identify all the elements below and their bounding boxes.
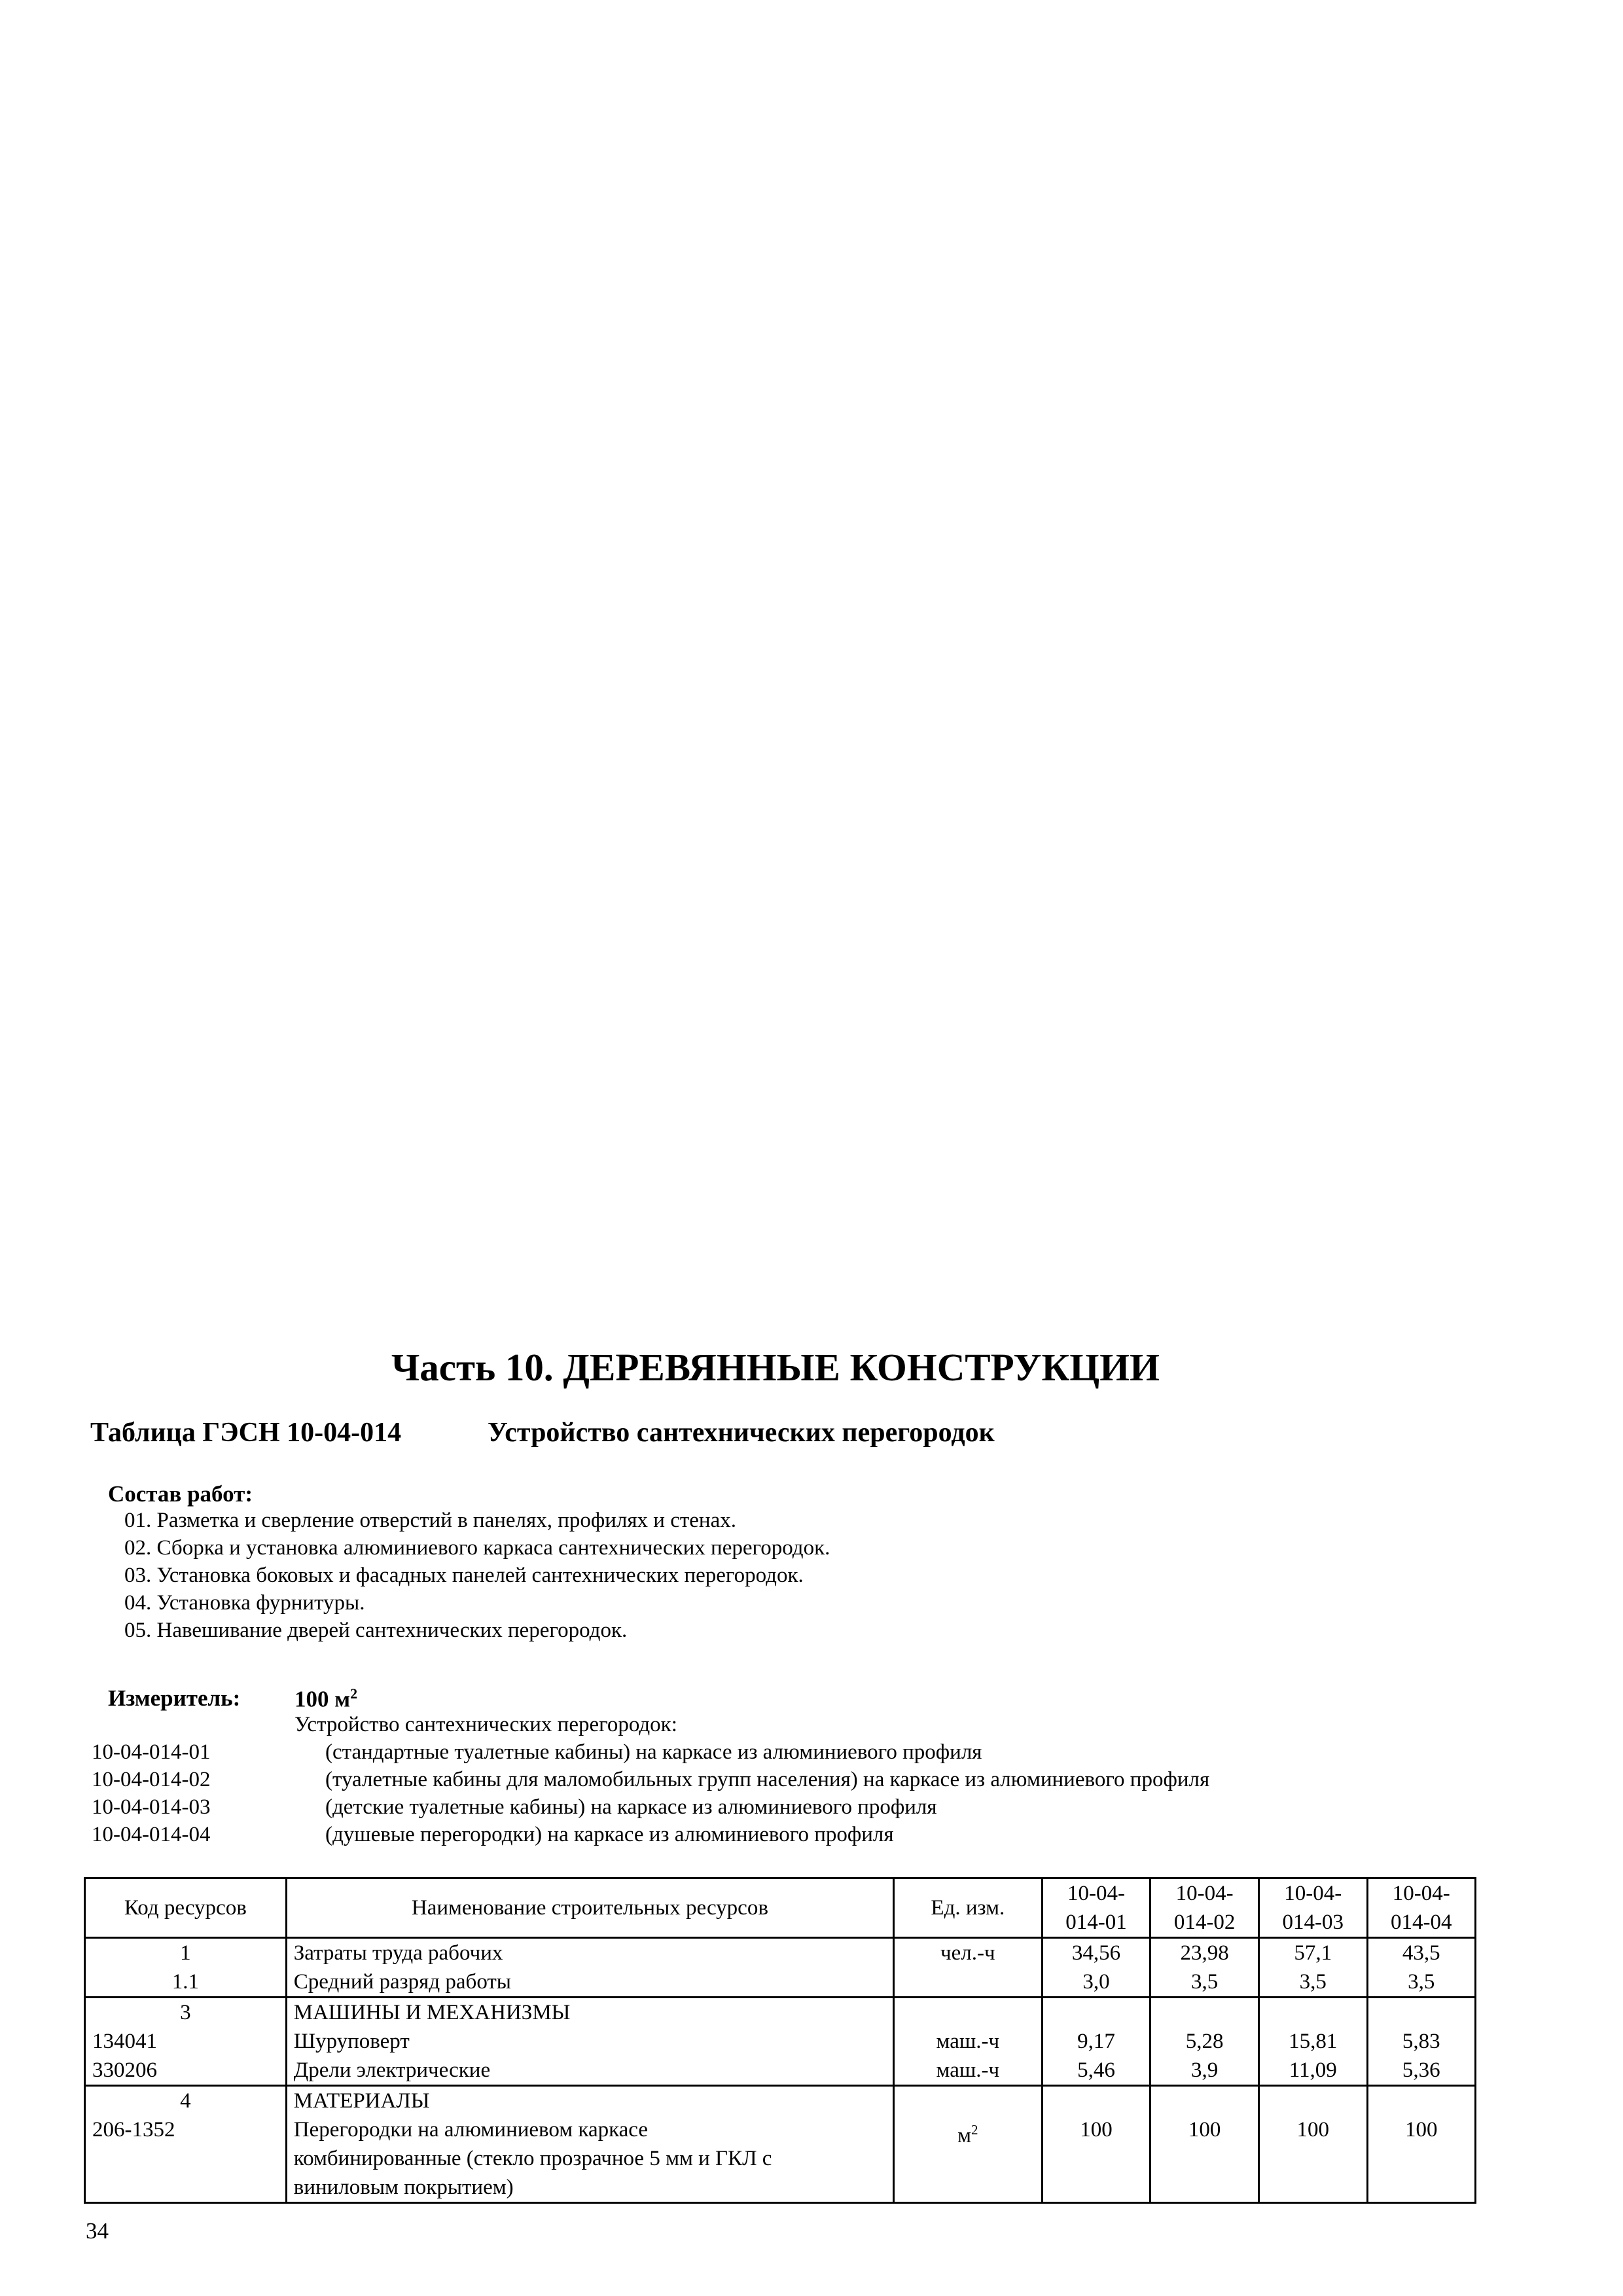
norm-code: 10-04-014-02 xyxy=(92,1768,211,1791)
cell-value xyxy=(1150,2086,1259,2116)
table-label: Таблица ГЭСН 10-04-014 xyxy=(90,1418,402,1448)
cell-code: 3 xyxy=(85,1998,287,2028)
cell-value: 100 xyxy=(1042,2115,1150,2203)
cell-value: 3,9 xyxy=(1150,2056,1259,2086)
cell-value: 57,1 xyxy=(1258,1938,1367,1968)
cell-name-line: виниловым покрытием) xyxy=(293,2176,514,2199)
cell-value: 3,0 xyxy=(1042,1967,1150,1998)
cell-code: 330206 xyxy=(85,2056,287,2086)
cell-code: 4 xyxy=(85,2086,287,2116)
cell-value xyxy=(1042,2086,1150,2116)
section-title: МАТЕРИАЛЫ xyxy=(286,2086,893,2116)
work-step: 03. Установка боковых и фасадных панелей сантехнических перегородок. xyxy=(124,1564,804,1587)
meter-label: Измеритель: xyxy=(108,1685,241,1711)
cell-name: Шуруповерт xyxy=(286,2027,893,2056)
cell-unit: чел.-ч xyxy=(894,1938,1043,1968)
page-number: 34 xyxy=(86,2218,109,2244)
cell-unit xyxy=(894,2115,1043,2203)
cell-name-line: Перегородки на алюминиевом каркасе xyxy=(293,2118,648,2142)
cell-value xyxy=(1150,1998,1259,2028)
header-norm-line: 10-04- xyxy=(1175,1882,1234,1905)
table-row xyxy=(85,1938,1476,1968)
cell-unit: маш.-ч xyxy=(894,2027,1043,2056)
work-step: 01. Разметка и сверление отверстий в панелях, профилях и стенах. xyxy=(124,1509,736,1532)
cell-value: 100 xyxy=(1150,2115,1259,2203)
header-norm-line: 10-04- xyxy=(1067,1882,1125,1905)
header-norm-line: 014-04 xyxy=(1391,1910,1452,1934)
meter-value-sup: 2 xyxy=(350,1685,358,1702)
norm-description: (душевые перегородки) на каркасе из алюминиевого профиля xyxy=(325,1823,894,1846)
norm-description: (туалетные кабины для маломобильных групп населения) на каркасе из алюминиевого профиля xyxy=(325,1768,1210,1791)
header-norm-line: 10-04- xyxy=(1284,1882,1342,1905)
norm-code: 10-04-014-01 xyxy=(92,1740,211,1764)
cell-value: 5,36 xyxy=(1367,2056,1475,2086)
cell-value xyxy=(1367,1998,1475,2028)
norm-description: (стандартные туалетные кабины) на каркасе из алюминиевого профиля xyxy=(325,1740,982,1764)
cell-name xyxy=(286,2115,893,2203)
norm-code: 10-04-014-04 xyxy=(92,1823,211,1846)
cell-code: 1.1 xyxy=(85,1967,287,1998)
table-section-row xyxy=(85,1998,1476,2028)
cell-value: 3,5 xyxy=(1367,1967,1475,1998)
cell-unit-sup: 2 xyxy=(971,2122,978,2138)
cell-value: 5,46 xyxy=(1042,2056,1150,2086)
meter-value-text: 100 м xyxy=(294,1686,351,1712)
header-norm-line: 10-04- xyxy=(1392,1882,1450,1905)
header-norm-col xyxy=(1042,1878,1150,1938)
table-title: Устройство сантехнических перегородок xyxy=(488,1418,995,1448)
cell-unit xyxy=(894,2086,1043,2116)
header-unit: Ед. изм. xyxy=(894,1878,1043,1938)
cell-value: 5,83 xyxy=(1367,2027,1475,2056)
cell-name-line: комбинированные (стекло прозрачное 5 мм и ГКЛ с xyxy=(293,2147,772,2170)
cell-code: 1 xyxy=(85,1938,287,1968)
cell-value: 15,81 xyxy=(1258,2027,1367,2056)
norm-description: (детские туалетные кабины) на каркасе из алюминиевого профиля xyxy=(325,1795,937,1819)
meter-value xyxy=(294,1685,357,1713)
table-section-row xyxy=(85,2086,1476,2116)
cell-unit: маш.-ч xyxy=(894,2056,1043,2086)
work-composition-heading: Состав работ: xyxy=(108,1481,253,1507)
cell-value xyxy=(1258,2086,1367,2116)
header-norm-col xyxy=(1367,1878,1475,1938)
resource-table xyxy=(84,1877,1476,2204)
page-title: Часть 10. ДЕРЕВЯННЫЕ КОНСТРУКЦИИ xyxy=(391,1346,1160,1389)
table-row xyxy=(85,1967,1476,1998)
table-row xyxy=(85,2027,1476,2056)
header-norm-col xyxy=(1258,1878,1367,1938)
cell-value: 100 xyxy=(1258,2115,1367,2203)
cell-value: 3,5 xyxy=(1258,1967,1367,1998)
cell-unit-text: м xyxy=(957,2124,972,2147)
cell-code: 134041 xyxy=(85,2027,287,2056)
cell-value: 43,5 xyxy=(1367,1938,1475,1968)
cell-name: Средний разряд работы xyxy=(286,1967,893,1998)
cell-name: Дрели электрические xyxy=(286,2056,893,2086)
cell-value: 5,28 xyxy=(1150,2027,1259,2056)
cell-value: 3,5 xyxy=(1150,1967,1259,1998)
norm-code: 10-04-014-03 xyxy=(92,1795,211,1819)
cell-value xyxy=(1042,1998,1150,2028)
header-norm-line: 014-02 xyxy=(1173,1910,1236,1934)
header-name: Наименование строительных ресурсов xyxy=(286,1878,893,1938)
work-step: 05. Навешивание дверей сантехнических перегородок. xyxy=(124,1619,628,1642)
cell-value xyxy=(1258,1998,1367,2028)
table-row xyxy=(85,2056,1476,2086)
header-norm-col xyxy=(1150,1878,1259,1938)
section-title: МАШИНЫ И МЕХАНИЗМЫ xyxy=(286,1998,893,2028)
work-step: 04. Установка фурнитуры. xyxy=(124,1591,365,1615)
cell-unit xyxy=(894,1967,1043,1998)
header-code: Код ресурсов xyxy=(85,1878,287,1938)
cell-unit xyxy=(894,1998,1043,2028)
table-header-row xyxy=(85,1878,1476,1938)
cell-code: 206-1352 xyxy=(85,2115,287,2203)
cell-value: 100 xyxy=(1367,2115,1475,2203)
norm-heading: Устройство сантехнических перегородок: xyxy=(294,1713,677,1736)
work-step: 02. Сборка и установка алюминиевого каркаса сантехнических перегородок. xyxy=(124,1536,830,1560)
cell-value xyxy=(1367,2086,1475,2116)
cell-name: Затраты труда рабочих xyxy=(286,1938,893,1968)
cell-value: 11,09 xyxy=(1258,2056,1367,2086)
header-norm-line: 014-01 xyxy=(1065,1910,1127,1934)
cell-value: 34,56 xyxy=(1042,1938,1150,1968)
table-row xyxy=(85,2115,1476,2203)
cell-value: 9,17 xyxy=(1042,2027,1150,2056)
cell-value: 23,98 xyxy=(1150,1938,1259,1968)
header-norm-line: 014-03 xyxy=(1282,1910,1344,1934)
